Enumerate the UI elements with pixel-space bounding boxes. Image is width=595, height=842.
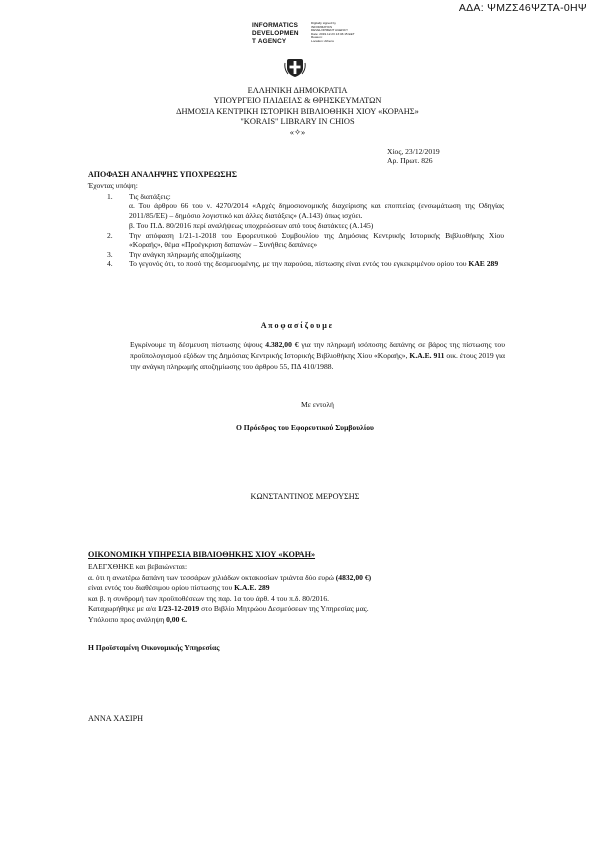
signature-detail-line: INFORMATICS <box>311 24 333 29</box>
coat-of-arms-icon <box>284 57 306 78</box>
date-block <box>387 147 507 166</box>
finance-heading: ΟΙΚΟΝΟΜΙΚΗ ΥΠΗΡΕΣΙΑ ΒΙΒΛΙΟΘΗΚΗΣ ΧΙΟΥ «ΚΟΡΑΗ» <box>88 550 316 559</box>
decision-text: Εγκρίνουμε τη δέσμευση πίστωσης ύψους <box>130 340 266 349</box>
watermark-line: T AGENCY <box>252 38 287 45</box>
item-number: 3. <box>107 249 113 259</box>
header-ministry: ΥΠΟΥΡΓΕΙΟ ΠΑΙΔΕΙΑΣ & ΘΡΗΣΚΕΥΜΑΤΩΝ <box>213 96 382 106</box>
signature-detail-line: Digitally signed by <box>311 21 336 25</box>
decision-text: για την πληρωμή ισόποσης δαπάνης σε βάρος της πίστωσης του προϋπολογισμού εξόδων της Δημόσιας Κεντρικής Ιστορικής Βιβλιοθήκης Χίου «Κοραής», <box>130 340 505 360</box>
list-item <box>107 201 504 220</box>
header-library: ΔΗΜΟΣΙΑ ΚΕΝΤΡΙΚΗ ΙΣΤΟΡΙΚΗ ΒΙΒΛΙΟΘΗΚΗ ΧΙΟΥ «ΚΟΡΑΗΣ» <box>176 106 419 116</box>
item-number: 1. <box>107 192 113 201</box>
header-ornament: «✧» <box>289 127 306 137</box>
header-country: ΕΛΛΗΝΙΚΗ ΔΗΜΟΚΡΑΤΙΑ <box>247 86 348 95</box>
decision-paragraph <box>130 339 505 372</box>
chair-name: ΚΩΝΣΤΑΝΤΙΝΟΣ ΜΕΡΟΥΣΗΣ <box>250 492 360 501</box>
finance-text: Καταχωρήθηκε με α/α <box>88 604 158 614</box>
kae-code: ΚΑΕ 289 <box>468 259 499 269</box>
list-item <box>107 192 504 201</box>
signature-detail-line: DEVELOPMENT AGENCY <box>311 28 349 33</box>
chair-title: Ο Πρόεδρος του Εφορευτικού Συμβουλίου <box>236 423 374 432</box>
finance-line-a2 <box>88 583 508 594</box>
finance-registration <box>88 604 508 615</box>
finance-text: α. ότι η ανωτέρω δαπάνη των τεσσάρων χιλιάδων οκτακοσίων τριάντα δύο ευρώ <box>88 572 336 582</box>
registration-number: 1/23-12-2019 <box>157 604 200 614</box>
list-item <box>107 221 504 230</box>
date-line: Χίος, 23/12/2019 <box>387 147 440 156</box>
document-title: ΑΠΟΦΑΣΗ ΑΝΑΛΗΨΗΣ ΥΠΟΧΡΕΩΣΗΣ <box>88 170 237 179</box>
item-text: β. Του Π.Δ. 80/2016 περί αναλήψεως υποχρεώσεων από τους διατάκτες (Α.145) <box>129 221 374 231</box>
list-item <box>107 259 504 268</box>
ada-code: ΑΔΑ: ΨΜΖΣ46ΨΖΤΑ-0ΗΨ <box>458 2 587 14</box>
watermark-line: DEVELOPMEN <box>252 30 299 37</box>
finance-text: στο Βιβλίο Μητρώου Δεσμεύσεων της Υπηρεσίας μας. <box>199 604 369 614</box>
item-text: Την απόφαση 1/21-1-2018 του Εφορευτικού Συμβουλίου της Δημόσιας Κεντρικής Ιστορικής Βιβλιοθήκης Χίου «Κοραής», θέμα «Προέγκριση δαπανών – Συνήθεις δαπάνες» <box>129 230 504 250</box>
finance-block <box>88 562 508 626</box>
finance-head-title: Η Προϊσταμένη Οικονομικής Υπηρεσίας <box>88 643 220 652</box>
list-item <box>107 250 504 259</box>
finance-text: είναι εντός του διαθέσιμου ορίου πίστωσης του <box>88 583 235 593</box>
item-text: Τις διατάξεις: <box>129 192 171 201</box>
item-number: 2. <box>107 230 113 240</box>
signature-detail-line: Date: 2019.12.23 13:46:15 EET <box>311 31 355 36</box>
protocol-number: Αρ. Πρωτ. 826 <box>387 156 433 166</box>
finance-amount: (4832,00 €) <box>335 572 372 582</box>
header-library-en: "KORAIS" LIBRARY IN CHIOS <box>240 117 355 127</box>
list-item <box>107 231 504 250</box>
item-text: α. Του άρθρου 66 του ν. 4270/2014 «Αρχές δημοσιονομικής διαχείρισης και εποπτείας (ενσωμάτωση της Οδηγίας 2011/85/ΕΕ) – δημόσιο λογιστικό και άλλες διατάξεις» (Α.143) όπως ισχύει. <box>129 201 504 220</box>
signature-detail-line: Location: Athens <box>311 38 334 43</box>
intro-text: Έχοντας υπόψη: <box>88 181 138 190</box>
finance-text: Υπόλοιπο προς ανάληψη <box>88 614 167 624</box>
balance-amount: 0,00 €. <box>166 614 187 624</box>
finance-balance <box>88 615 508 626</box>
finance-head-name: ΑΝΝΑ ΧΑΣΙΡΗ <box>88 714 144 723</box>
finance-line-a <box>88 573 508 584</box>
considerations-list <box>107 192 504 269</box>
item-text: Το γεγονός ότι, το ποσό της δεσμευομένης, με την παρούσα, πίστωσης είναι εντός του εγκεκριμένου ορίου του <box>129 259 469 269</box>
decision-amount: 4.382,00 € <box>265 340 299 349</box>
signature-details <box>311 22 371 44</box>
by-order: Με εντολή <box>301 400 334 409</box>
decision-heading: Α π ο φ α σ ί ζ ο υ μ ε <box>260 321 333 330</box>
kae-code: Κ.Α.Ε. 911 <box>409 351 445 360</box>
signature-watermark <box>252 22 299 46</box>
kae-code: Κ.Α.Ε. 289 <box>234 583 270 593</box>
finance-checked: ΕΛΕΓΧΘΗΚΕ και βεβαιώνεται: <box>88 562 188 571</box>
signature-detail-line: Reason: <box>311 35 323 40</box>
watermark-line: INFORMATICS <box>252 22 299 29</box>
finance-line-b: και β. η συνδρομή των προϋποθέσεων της παρ. 1α του άρθ. 4 του π.δ. 80/2016. <box>88 593 330 603</box>
decision-text: οικ. έτους 2019 για την ανάγκη πληρωμής αποζημίωσης του άρθρου 55, ΠΔ 410/1988. <box>130 351 505 371</box>
item-text: Την ανάγκη πληρωμής αποζημίωσης <box>129 249 241 259</box>
item-number: 4. <box>107 259 113 269</box>
document-header <box>100 86 495 138</box>
